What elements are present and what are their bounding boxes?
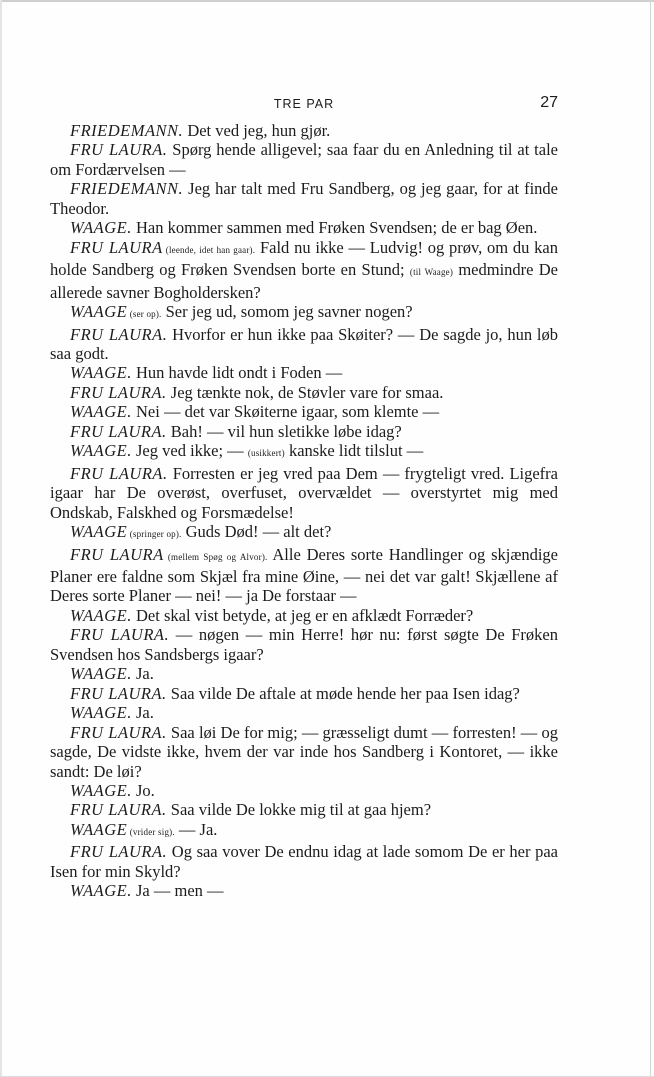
dialogue-paragraph [50,842,558,881]
dialogue-paragraph [50,363,558,382]
stage-direction: (springer op). [127,529,182,540]
dialogue-line: medmindre De allerede savner Bogholdersken? [50,260,558,302]
speaker-name: FRIEDEMANN. [70,121,184,140]
dialogue-paragraph [50,325,558,364]
speaker-name: FRU LAURA. [70,421,167,441]
dialogue-paragraph [50,703,558,722]
dialogue-line: Ja. [131,703,154,723]
dialogue-line: Saa løi De for mig; — græsseligt dumt — forresten! — og sagde, De vidste ikke, hvem der var inde hos Sandberg i Kontoret, — ikke sandt: De løi? [50,722,558,781]
dialogue-paragraph [50,464,558,522]
dialogue-paragraph [50,800,558,819]
stage-direction: (vrider sig). [127,826,175,837]
dialogue-line: Ja. [131,664,154,684]
speaker-name: FRU LAURA. [70,683,167,703]
dialogue-paragraph [50,121,558,140]
dialogue-paragraph [50,606,558,625]
page-edge-top [0,0,654,2]
dialogue-line: Og saa vover De endnu idag at lade somom De er her paa Isen for min Skyld? [50,842,558,881]
dialogue-paragraph [50,383,558,402]
stage-direction: (ser op). [127,309,162,320]
speaker-name: FRU LAURA. [70,324,168,344]
speaker-name: WAAGE. [70,402,132,422]
running-head: TRE PAR [273,97,335,111]
dialogue-paragraph [50,422,558,441]
dialogue-line: Jeg tænkte nok, de Støvler vare for smaa. [166,382,444,402]
speaker-name: FRU LAURA. [70,463,168,483]
stage-direction: (mellem Spøg og Alvor). [163,551,268,562]
dialogue-line: Spørg hende alligevel; saa faar du en Anledning til at tale om Fordærvelsen — [50,140,558,179]
dialogue-line: Han kommer sammen med Frøken Svendsen; de er bag Øen. [131,218,538,238]
dialogue-line: Hvorfor er hun ikke paa Skøiter? — De sagde jo, hun løb saa godt. [50,324,558,363]
speaker-name: WAAGE. [70,363,132,383]
speaker-name: FRU LAURA. [70,722,167,742]
page-number: 27 [540,94,558,111]
dialogue-line: Forresten er jeg vred paa Dem — frygteligt vred. Ligefra igaar har De overøst, overfuset, overvældet — overstyrtet mig med Ondskab, Falskhed og Forsmædelse! [50,463,558,522]
dialogue-line: Det ved jeg, hun gjør. [183,121,331,140]
dialogue-paragraph [50,664,558,683]
speaker-name: FRU LAURA. [70,625,170,645]
dialogue-line: — Ja. [174,819,218,839]
speaker-name: FRU LAURA [70,237,163,257]
page-header [50,94,558,114]
dialogue-paragraph [50,545,558,606]
speaker-name: WAAGE. [70,218,132,238]
dialogue-paragraph [50,625,558,664]
dialogue-line: Jo. [131,780,155,800]
dialogue-line: Fald nu ikke — Ludvig! og prøv, om du kan holde Sandberg og Frøken Svendsen borte en Stund; [50,237,558,280]
dialogue-line: Saa vilde De lokke mig til at gaa hjem? [166,800,432,820]
dialogue-paragraph [50,238,558,302]
dialogue-paragraph [50,179,558,218]
speaker-name: WAAGE. [70,441,132,461]
speaker-name: FRU LAURA. [70,382,167,402]
dialogue-line: Jeg har talt med Fru Sandberg, og jeg gaar, for at finde Theodor. [50,179,558,218]
dialogue-paragraph [50,723,558,781]
speaker-name: WAAGE. [70,703,132,723]
speaker-name: FRU LAURA. [70,140,168,160]
speaker-name: FRU LAURA [70,544,164,564]
stage-direction: (leende, idet han gaar). [162,244,256,255]
dialogue-paragraph [50,684,558,703]
dialogue-text [50,121,558,901]
dialogue-line: Det skal vist betyde, at jeg er en afklædt Forræder? [131,605,474,625]
dialogue-paragraph [50,820,558,842]
speaker-name: WAAGE. [70,780,132,800]
speaker-name: FRU LAURA. [70,842,168,862]
dialogue-line: — nøgen — min Herre! hør nu: først søgte De Frøken Svendsen hos Sandsbergs igaar? [50,625,558,664]
dialogue-line: Bah! — vil hun sletikke løbe idag? [166,421,402,441]
speaker-name: WAAGE [70,819,128,839]
speaker-name: FRIEDEMANN. [70,179,184,199]
speaker-name: WAAGE [70,522,128,542]
stage-direction: (til Waage) [409,267,454,278]
dialogue-paragraph [50,441,558,463]
dialogue-line: Hun havde lidt ondt i Foden — [131,363,343,383]
dialogue-paragraph [50,218,558,237]
dialogue-paragraph [50,302,558,324]
dialogue-line: Alle Deres sorte Handlinger og skjændige Planer ere faldne som Skjæl fra mine Øine, — nei det var galt! Skjællene af Deres sorte Planer — nei! — ja De forstaar — [50,544,559,606]
speaker-name: WAAGE [70,302,128,322]
dialogue-paragraph [50,402,558,421]
dialogue-line: Guds Død! — alt det? [181,522,332,542]
dialogue-paragraph [50,140,558,179]
dialogue-line: Jeg ved ikke; — [131,441,248,461]
page-edge-left [0,0,2,1077]
speaker-name: WAAGE. [70,664,132,684]
dialogue-paragraph [50,522,558,544]
speaker-name: FRU LAURA. [70,800,167,820]
page-edge-right [650,0,651,1077]
dialogue-line: Saa vilde De aftale at møde hende her paa Isen idag? [166,683,520,703]
dialogue-line: kanske lidt tilslut — [284,441,424,461]
stage-direction: (usikkert) [247,448,285,459]
speaker-name: WAAGE. [70,881,132,901]
dialogue-paragraph [50,881,558,900]
dialogue-line: Nei — det var Skøiterne igaar, som klemte — [131,402,440,422]
dialogue-line: Ja — men — [131,881,224,901]
dialogue-line: Ser jeg ud, somom jeg savner nogen? [161,302,413,322]
dialogue-paragraph [50,781,558,800]
speaker-name: WAAGE. [70,605,132,625]
